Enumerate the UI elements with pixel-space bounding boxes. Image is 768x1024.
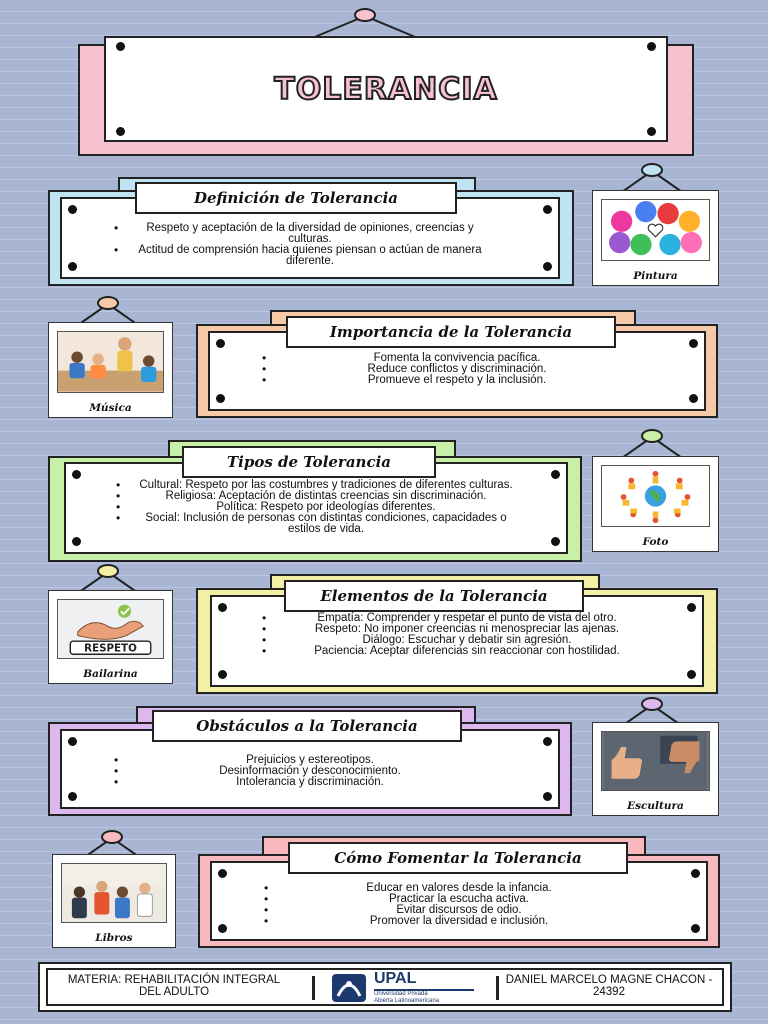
list-item: • Promueve el respeto y la inclusión. [210, 375, 704, 386]
title-frame [104, 36, 668, 142]
page-title: TOLERANCIA [274, 72, 498, 107]
list-item: • Evitar discursos de odio. [212, 905, 706, 916]
list-item: • Prejuicios y estereotipos. [62, 755, 558, 766]
list-item: • Social: Inclusión de personas con distintas condiciones, capacidades o estilos de vida. [106, 513, 526, 535]
photo-1-frame [592, 190, 719, 286]
section-2-heading: Importancia de la Tolerancia [286, 316, 616, 348]
footer-author: DANIEL MARCELO MAGNE CHACON - 24392 [505, 974, 713, 998]
section-3-list [66, 480, 566, 535]
list-item: • Política: Respeto por ideologías diferentes. [106, 502, 526, 513]
list-item: • Fomenta la convivencia pacífica. [210, 353, 704, 364]
section-4-heading: Elementos de la Tolerancia [284, 580, 584, 612]
section-5-list [62, 755, 558, 788]
footer-divider-right [496, 976, 499, 1000]
children-globe-icon [601, 465, 710, 527]
list-item: • Cultural: Respeto por las costumbres y tradiciones de diferentes culturas. [106, 480, 526, 491]
section-6-heading: Cómo Fomentar la Tolerancia [288, 842, 628, 874]
section-5-heading: Obstáculos a la Tolerancia [152, 710, 462, 742]
children-group-icon [61, 863, 167, 923]
painted-hands-icon [601, 199, 710, 261]
photo-6-frame [52, 854, 176, 948]
list-item: • Practicar la escucha activa. [212, 894, 706, 905]
children-classroom-icon [57, 331, 164, 393]
footer [38, 962, 732, 1012]
photo-2-caption: Música [89, 402, 132, 414]
upal-logo-icon [330, 970, 368, 1006]
list-item: • Diálogo: Escuchar y debatir sin agresión. [252, 635, 662, 646]
section-6-list [212, 883, 706, 927]
photo-4-frame [48, 590, 173, 684]
list-item: • Reduce conflictos y discriminación. [210, 364, 704, 375]
list-item: • Empatía: Comprender y respetar el punto de vista del otro. [252, 613, 662, 624]
photo-5-caption: Escultura [627, 800, 684, 812]
upal-logo [330, 970, 490, 1006]
section-1-list [62, 223, 558, 267]
photo-2-frame [48, 322, 173, 418]
list-item: • Paciencia: Aceptar diferencias sin reaccionar con hostilidad. [252, 646, 662, 657]
photo-5-frame [592, 722, 719, 816]
photo-3-frame [592, 456, 719, 552]
upal-logo-sub1: Universidad Privada [374, 991, 428, 997]
list-item: • Promover la diversidad e inclusión. [212, 916, 706, 927]
list-item: • Educar en valores desde la infancia. [212, 883, 706, 894]
upal-logo-sub2: Abierta Latinoamericana [374, 998, 440, 1004]
footer-divider-left [312, 976, 315, 1000]
list-item: • Intolerancia y discriminación. [62, 777, 558, 788]
list-item: • Desinformación y desconocimiento. [62, 766, 558, 777]
photo-3-caption: Foto [642, 536, 669, 548]
section-4-list [212, 613, 702, 657]
respeto-handshake-icon [57, 599, 164, 659]
thumbs-up-down-icon [601, 731, 710, 791]
photo-4-caption: Bailarina [83, 668, 138, 680]
upal-logo-name: UPAL [374, 970, 417, 987]
list-item: • Religiosa: Aceptación de distintas creencias sin discriminación. [106, 491, 526, 502]
list-item: • Respeto: No imponer creencias ni menospreciar las ajenas. [252, 624, 662, 635]
photo-1-caption: Pintura [633, 270, 678, 282]
list-item: • Actitud de comprensión hacia quienes piensan o actúan de manera diferente. [62, 245, 558, 267]
respeto-image-text: RESPETO [84, 642, 137, 655]
footer-subject: MATERIA: REHABILITACIÓN INTEGRAL DEL ADULTO [67, 974, 281, 998]
photo-6-caption: Libros [95, 932, 133, 944]
section-1-heading: Definición de Tolerancia [135, 182, 457, 214]
list-item: • Respeto y aceptación de la diversidad de opiniones, creencias y culturas. [62, 223, 558, 245]
section-3-heading: Tipos de Tolerancia [182, 446, 436, 478]
section-2-list [210, 353, 704, 386]
